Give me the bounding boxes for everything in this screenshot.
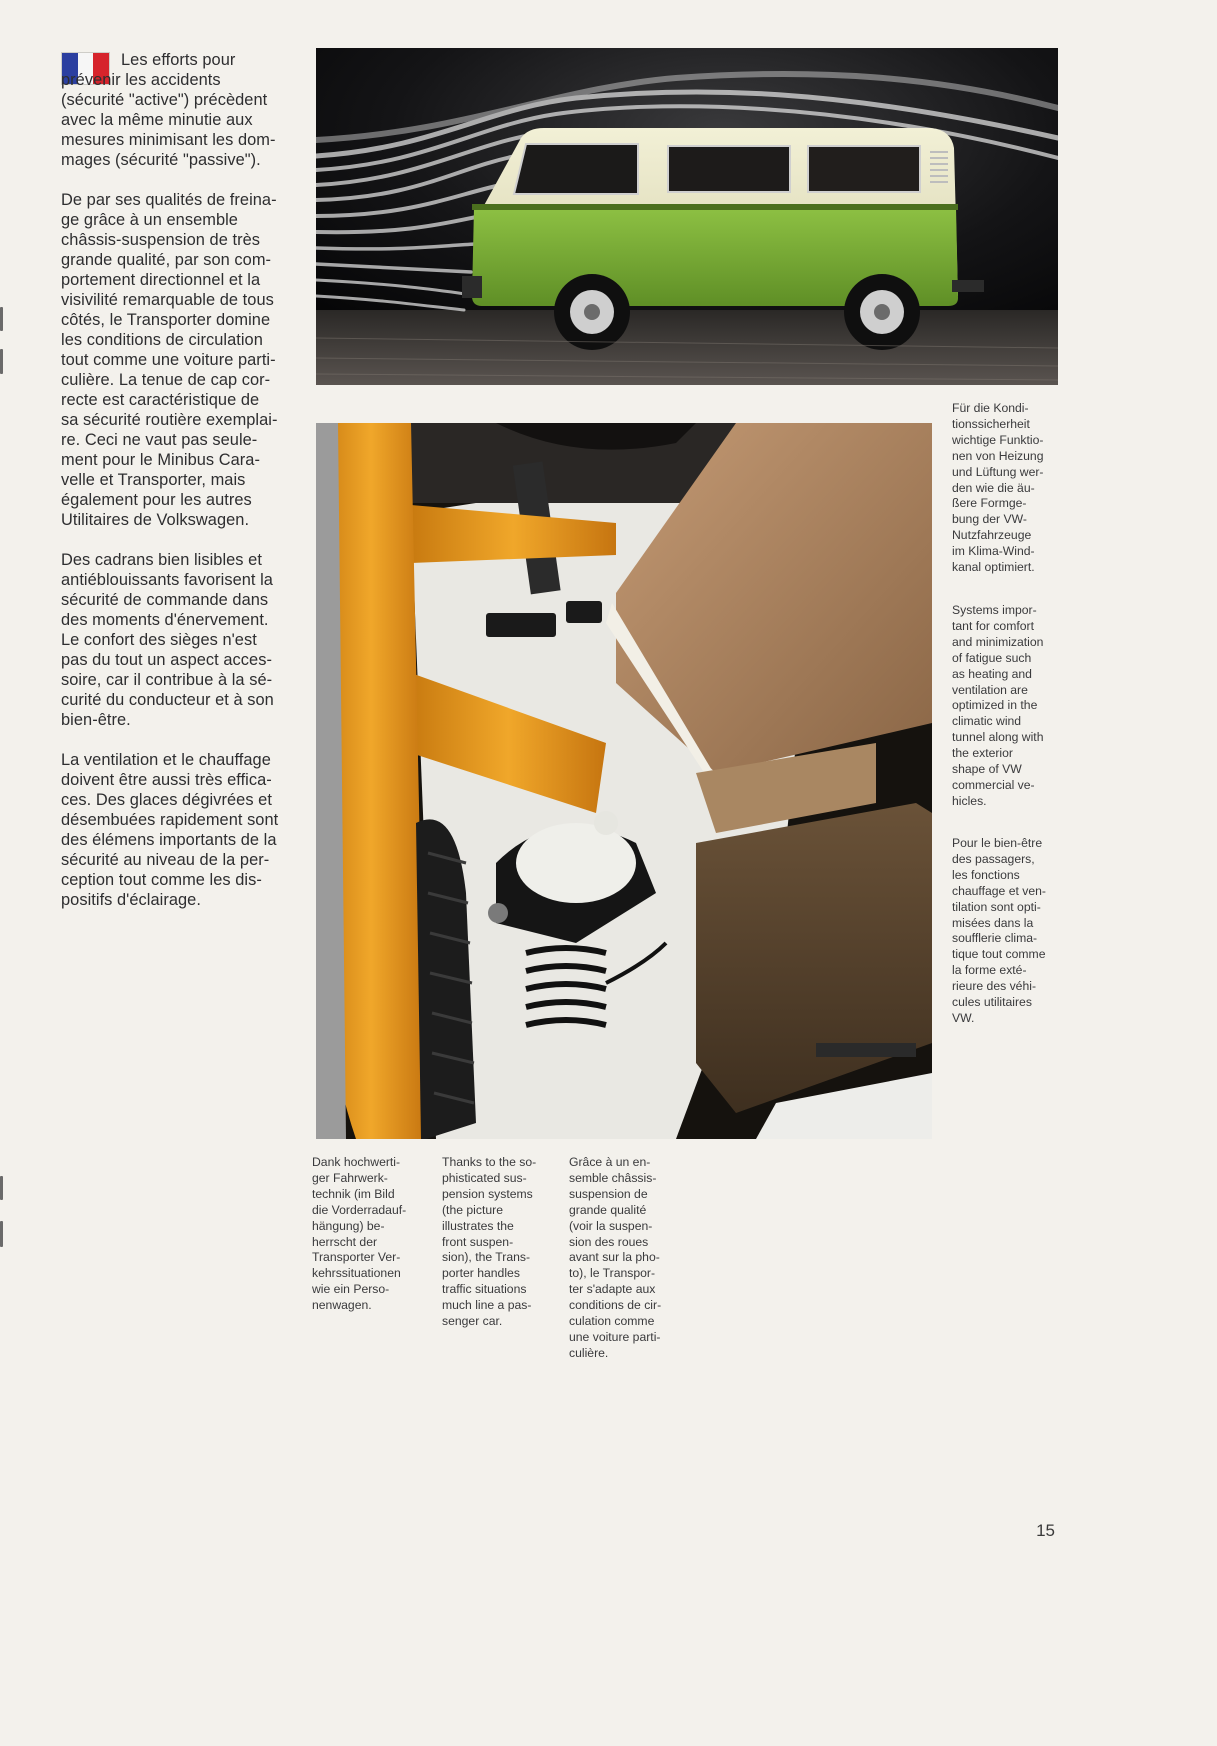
bottom-caption-french: Grâce à un en- semble châssis- suspension de grande qualité (voir la suspen- sion des roues avant sur la pho- to), le Transpor- ter s'adapte aux conditions de cir- culation comme une voiture parti- culière. [569, 1155, 662, 1360]
french-paragraph-3: Des cadrans bien lisibles et antiéblouissants favorisent la sécurité de commande dans des moments d'énervement. Le confort des sièges n'est pas du tout un aspect acces- soire, car il contribue à la sé- curité du conducteur et à son bien-être. [61, 551, 274, 729]
bottom-caption-german: Dank hochwerti- ger Fahrwerk- technik (im Bild die Vorderradauf- hängung) be- herrscht der Transporter Ver- kehrssituationen wie ein Perso- nenwagen. [312, 1155, 407, 1313]
binder-mark [0, 307, 3, 331]
side-caption-german: Für die Kondi- tionssicherheit wichtige Funktio- nen von Heizung und Lüftung wer- den wie die äu- ßere Formge- bung der VW- Nutzfahrzeuge im Klima-Wind- kanal optimiert. [952, 401, 1044, 575]
french-paragraph-4: La ventilation et le chauffage doivent être aussi très effica- ces. Des glaces dégivrées et désembuées rapidement sont des élémens importants de la sécurité au niveau de la per- ception tout comme les dis- positifs d'éclairage. [61, 751, 279, 909]
page-number: 15 [1036, 1521, 1055, 1540]
french-body-text [61, 50, 296, 930]
van-wind-tunnel-photo [316, 48, 1058, 385]
french-paragraph-1: Les efforts pour prévenir les accidents (sécurité "active") précèdent avec la même minutie aux mesures minimisant les dom- mages (sécurité "passive"). [61, 51, 276, 169]
side-caption-english: Systems impor- tant for comfort and minimization of fatigue such as heating and ventilation are optimized in the climatic wind tunnel along with the exterior shape of VW commercial ve- hicles. [952, 603, 1044, 808]
french-paragraph-2: De par ses qualités de freina- ge grâce à un ensemble châssis-suspension de très grande qualité, par son com- portement directionnel et la visivilité remarquable de tous côtés, le Transporter domine les conditions de circulation tout comme une voiture parti- culière. La tenue de cap cor- recte est caractéristique de sa sécurité routière exemplai- re. Ceci ne vaut pas seule- ment pour le Minibus Cara- velle et Transporter, mais également pour les autres Utilitaires de Volkswagen. [61, 191, 278, 529]
binder-mark [0, 349, 3, 374]
binder-mark [0, 1221, 3, 1247]
side-caption-french: Pour le bien-être des passagers, les fonctions chauffage et ven- tilation sont opti- misées dans la soufflerie clima- tique tout comme la forme exté- rieure des véhi- cules utilitaires VW. [952, 836, 1046, 1025]
front-suspension-photo [316, 423, 932, 1139]
bottom-caption-english: Thanks to the so- phisticated sus- pension systems (the picture illustrates the front suspen- sion), the Trans- porter handles traffic situations much line a pas- senger car. [442, 1155, 537, 1329]
binder-mark [0, 1176, 3, 1200]
